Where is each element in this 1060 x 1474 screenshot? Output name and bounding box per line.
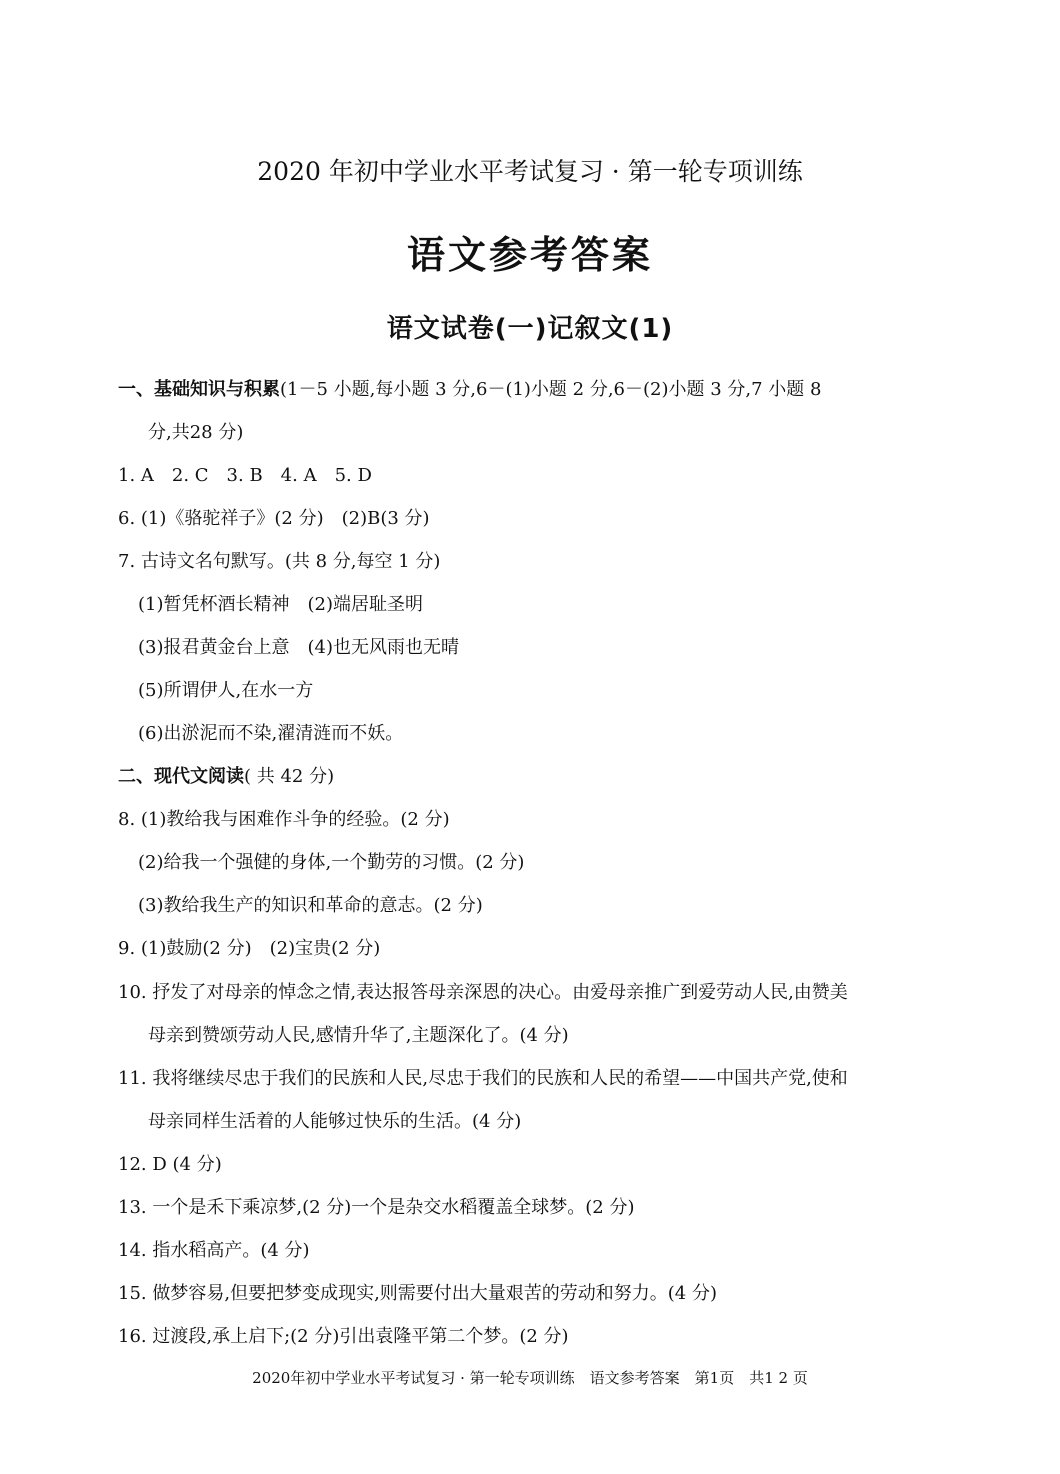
section-2-title: 二、现代文阅读 xyxy=(118,766,244,787)
answer-12: 12. D (4 分) xyxy=(118,1154,222,1175)
exam-series-title: 2020 年初中学业水平考试复习 · 第一轮专项训练 xyxy=(257,157,803,186)
answer-8-line-1: 8. (1)教给我与困难作斗争的经验。(2 分) xyxy=(118,809,450,830)
paper-title: 语文试卷(一)记叙文(1) xyxy=(386,314,674,344)
answer-16: 16. 过渡段,承上启下;(2 分)引出袁隆平第二个梦。(2 分) xyxy=(118,1326,569,1347)
section-2-score-note: ( 共 42 分) xyxy=(244,766,335,787)
answer-9: 9. (1)鼓励(2 分) (2)宝贵(2 分) xyxy=(118,938,381,959)
answer-8-line-2: (2)给我一个强健的身体,一个勤劳的习惯。(2 分) xyxy=(138,852,525,873)
section-1-score-note-cont: 分,共28 分) xyxy=(148,422,244,443)
answer-15: 15. 做梦容易,但要把梦变成现实,则需要付出大量艰苦的劳动和努力。(4 分) xyxy=(118,1283,718,1304)
answer-7-line-4: (6)出淤泥而不染,濯清涟而不妖。 xyxy=(138,723,404,744)
answer-1-5: 1. A 2. C 3. B 4. A 5. D xyxy=(118,465,372,486)
document-title: 语文参考答案 xyxy=(406,233,653,277)
answer-7: 7. 古诗文名句默写。(共 8 分,每空 1 分) xyxy=(118,551,441,572)
page-footer: 2020年初中学业水平考试复习 · 第一轮专项训练 语文参考答案 第1页 共1 2 页 xyxy=(252,1369,808,1387)
answer-13: 13. 一个是禾下乘凉梦,(2 分)一个是杂交水稻覆盖全球梦。(2 分) xyxy=(118,1197,635,1218)
section-2-heading xyxy=(118,764,334,790)
answer-7-line-1: (1)暂凭杯酒长精神 (2)端居耻圣明 xyxy=(138,594,423,615)
answer-10-line-1: 10. 抒发了对母亲的悼念之情,表达报答母亲深恩的决心。由爱母亲推广到爱劳动人民,由赞美 xyxy=(118,982,848,1003)
answer-8-line-3: (3)教给我生产的知识和革命的意志。(2 分) xyxy=(138,895,483,916)
answer-14: 14. 指水稻高产。(4 分) xyxy=(118,1240,310,1261)
section-1-title: 一、基础知识与积累 xyxy=(118,379,280,400)
section-1-heading xyxy=(118,377,821,403)
answer-11-line-2: 母亲同样生活着的人能够过快乐的生活。(4 分) xyxy=(148,1111,522,1132)
answer-7-line-3: (5)所谓伊人,在水一方 xyxy=(138,680,314,701)
answer-7-line-2: (3)报君黄金台上意 (4)也无风雨也无晴 xyxy=(138,637,459,658)
answer-10-line-2: 母亲到赞颂劳动人民,感情升华了,主题深化了。(4 分) xyxy=(148,1025,569,1046)
section-1-score-note: (1－5 小题,每小题 3 分,6－(1)小题 2 分,6－(2)小题 3 分,7 小题 8 xyxy=(280,379,822,400)
answer-11-line-1: 11. 我将继续尽忠于我们的民族和人民,尽忠于我们的民族和人民的希望——中国共产党,使和 xyxy=(118,1068,848,1089)
answer-6: 6. (1)《骆驼祥子》(2 分) (2)B(3 分) xyxy=(118,508,430,529)
